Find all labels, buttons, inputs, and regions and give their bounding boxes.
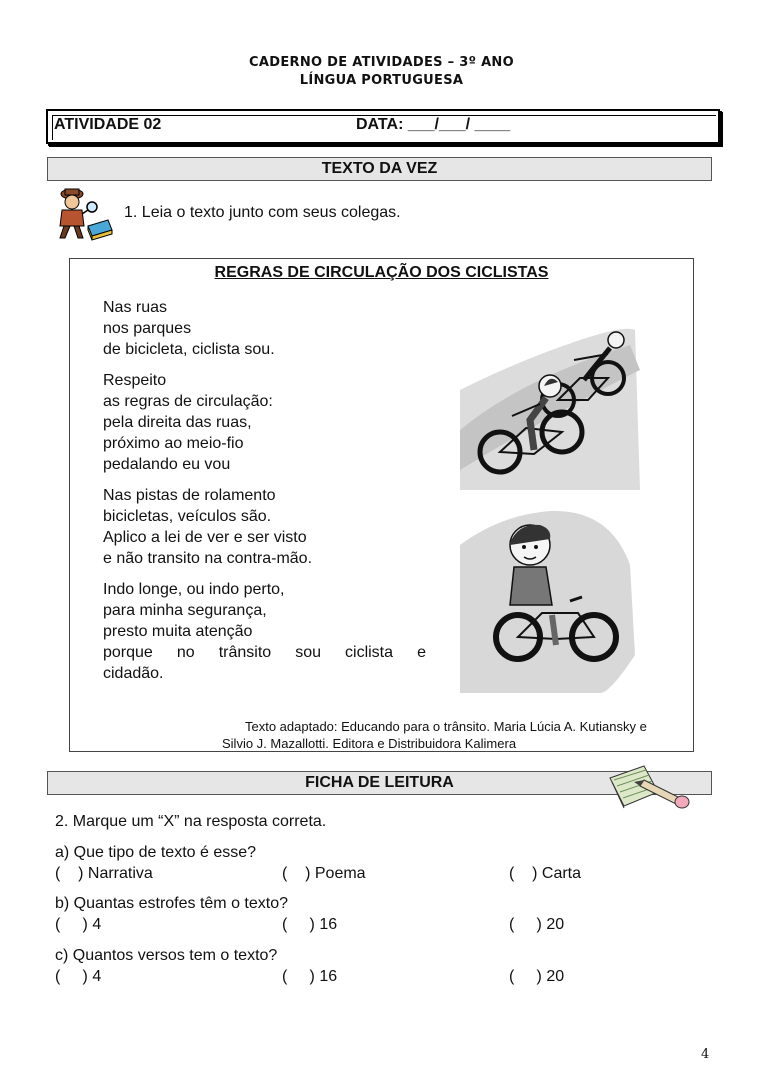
poem-verse-justified [103, 642, 426, 663]
credit-line-1: Texto adaptado: Educando para o trânsito. Maria Lúcia A. Kutiansky e [245, 719, 647, 734]
instruction-1: 1. Leia o texto junto com seus colegas. [124, 204, 401, 221]
verse-word: e [417, 644, 426, 661]
detective-icon [52, 186, 114, 242]
poem-stanza-3 [103, 485, 426, 569]
poem-verse: Respeito [103, 372, 167, 389]
poem-verse: as regras de circulação: [103, 393, 273, 410]
question-c: c) Quantos versos tem o texto? [55, 947, 278, 964]
verse-word: trânsito [218, 644, 272, 661]
verse-word: ciclista [345, 644, 394, 661]
poem-verse: de bicicleta, ciclista sou. [103, 341, 275, 358]
poem-verse: pela direita das ruas, [103, 414, 252, 431]
verse-word: porque [103, 644, 153, 661]
poem-stanza-2 [103, 370, 426, 475]
option-b-2[interactable]: ( ) 16 [282, 916, 338, 933]
poem-verse: bicicletas, veículos são. [103, 508, 272, 525]
option-c-2[interactable]: ( ) 16 [282, 968, 338, 985]
poem-verse: pedalando eu vou [103, 456, 231, 473]
poem-verse: presto muita atenção [103, 623, 253, 640]
poem-verse: e não transito na contra-mão. [103, 550, 313, 567]
option-a-3[interactable]: ( ) Carta [509, 865, 582, 882]
option-b-1[interactable]: ( ) 4 [55, 916, 102, 933]
notebook-pencil-icon [604, 762, 692, 812]
verse-word: sou [295, 644, 321, 661]
poem-verse: próximo ao meio-fio [103, 435, 244, 452]
question-b: b) Quantas estrofes têm o texto? [55, 895, 289, 912]
option-a-2[interactable]: ( ) Poema [282, 865, 366, 882]
poem-verse: Nas ruas [103, 299, 168, 316]
question-a: a) Que tipo de texto é esse? [55, 844, 257, 861]
poem-verse: Aplico a lei de ver e ser visto [103, 529, 307, 546]
cyclists-illustration [460, 320, 640, 490]
header-subtitle: LÍNGUA PORTUGUESA [299, 73, 464, 88]
option-a-1[interactable]: ( ) Narrativa [55, 865, 153, 882]
poem-verse: para minha segurança, [103, 602, 267, 619]
option-c-3[interactable]: ( ) 20 [509, 968, 565, 985]
option-c-1[interactable]: ( ) 4 [55, 968, 102, 985]
verse-word: no [176, 644, 195, 661]
header-title: CADERNO DE ATIVIDADES – 3º ANO [249, 55, 514, 70]
poem-stanza-4 [103, 579, 426, 684]
option-b-3[interactable]: ( ) 20 [509, 916, 565, 933]
page-number: 4 [701, 1047, 710, 1062]
activity-label: ATIVIDADE 02 [54, 116, 162, 133]
poem-verse: Nas pistas de rolamento [103, 487, 276, 504]
poem-title: REGRAS DE CIRCULAÇÃO DOS CICLISTAS [214, 264, 549, 281]
poem-verse: cidadão. [103, 665, 164, 682]
poem-stanza-1 [103, 297, 426, 360]
section-bar-texto-da-vez: TEXTO DA VEZ [47, 157, 712, 181]
poem-verse: Indo longe, ou indo perto, [103, 581, 285, 598]
child-cyclist-illustration [460, 505, 640, 693]
poem-verse: nos parques [103, 320, 192, 337]
instruction-2: 2. Marque um “X” na resposta correta. [55, 813, 327, 830]
date-label: DATA: ___/___/ ____ [356, 116, 511, 133]
section-bar-ficha-de-leitura: FICHA DE LEITURA [47, 771, 712, 795]
credit-line-2: Silvio J. Mazallotti. Editora e Distribuidora Kalimera [222, 736, 517, 751]
